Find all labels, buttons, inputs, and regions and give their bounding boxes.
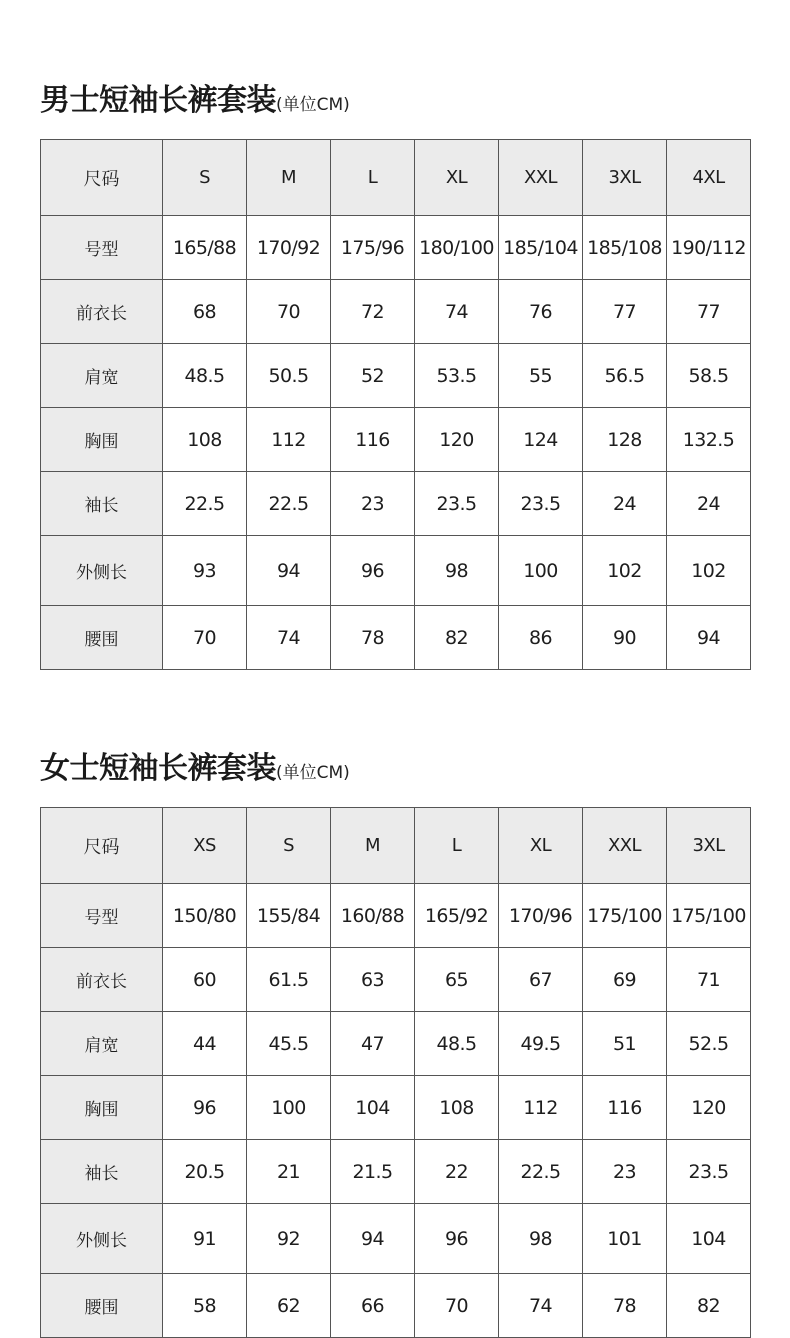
table-cell: 45.5: [247, 1012, 331, 1076]
table-cell: 96: [331, 536, 415, 606]
table-cell: 112: [499, 1076, 583, 1140]
size-header-label: 尺码: [41, 808, 163, 884]
table-cell: 70: [247, 280, 331, 344]
table-cell: 72: [331, 280, 415, 344]
table-cell: 96: [163, 1076, 247, 1140]
table-cell: 124: [499, 408, 583, 472]
size-header-cell: XL: [415, 140, 499, 216]
table-cell: 185/108: [583, 216, 667, 280]
table-cell: 23: [583, 1140, 667, 1204]
table-cell: 150/80: [163, 884, 247, 948]
table-cell: 78: [583, 1274, 667, 1338]
table-cell: 58: [163, 1274, 247, 1338]
table-cell: 48.5: [415, 1012, 499, 1076]
table-row: [41, 280, 751, 344]
table-cell: 175/96: [331, 216, 415, 280]
table-cell: 116: [583, 1076, 667, 1140]
table-cell: 44: [163, 1012, 247, 1076]
table-cell: 52.5: [667, 1012, 751, 1076]
size-header-cell: S: [247, 808, 331, 884]
women-size-table: [40, 807, 751, 1338]
row-label: 胸围: [41, 408, 163, 472]
row-label: 腰围: [41, 1274, 163, 1338]
table-row: [41, 1274, 751, 1338]
row-label: 前衣长: [41, 280, 163, 344]
table-cell: 23.5: [499, 472, 583, 536]
table-cell: 65: [415, 948, 499, 1012]
row-label: 腰围: [41, 606, 163, 670]
size-header-cell: 3XL: [583, 140, 667, 216]
men-size-chart-title: [40, 83, 350, 118]
table-cell: 74: [499, 1274, 583, 1338]
table-cell: 94: [331, 1204, 415, 1274]
table-cell: 102: [667, 536, 751, 606]
table-cell: 47: [331, 1012, 415, 1076]
table-cell: 71: [667, 948, 751, 1012]
table-cell: 63: [331, 948, 415, 1012]
table-cell: 68: [163, 280, 247, 344]
table-cell: 21.5: [331, 1140, 415, 1204]
table-cell: 160/88: [331, 884, 415, 948]
men-title-text: 男士短袖长裤套装: [40, 83, 276, 118]
table-cell: 22: [415, 1140, 499, 1204]
table-row: [41, 344, 751, 408]
table-cell: 128: [583, 408, 667, 472]
table-row: [41, 216, 751, 280]
table-cell: 132.5: [667, 408, 751, 472]
table-cell: 62: [247, 1274, 331, 1338]
table-cell: 175/100: [583, 884, 667, 948]
table-cell: 82: [667, 1274, 751, 1338]
table-cell: 112: [247, 408, 331, 472]
size-header-cell: XXL: [583, 808, 667, 884]
table-cell: 69: [583, 948, 667, 1012]
table-cell: 100: [499, 536, 583, 606]
table-row: [41, 536, 751, 606]
table-cell: 155/84: [247, 884, 331, 948]
table-cell: 22.5: [163, 472, 247, 536]
table-cell: 93: [163, 536, 247, 606]
row-label: 肩宽: [41, 344, 163, 408]
women-title-text: 女士短袖长裤套装: [40, 751, 276, 786]
row-label: 胸围: [41, 1076, 163, 1140]
table-cell: 120: [667, 1076, 751, 1140]
size-header-cell: S: [163, 140, 247, 216]
table-cell: 98: [415, 536, 499, 606]
table-cell: 94: [667, 606, 751, 670]
table-cell: 20.5: [163, 1140, 247, 1204]
table-cell: 61.5: [247, 948, 331, 1012]
table-cell: 77: [583, 280, 667, 344]
table-cell: 24: [583, 472, 667, 536]
table-cell: 77: [667, 280, 751, 344]
size-header-label: 尺码: [41, 140, 163, 216]
men-size-table: [40, 139, 751, 670]
table-cell: 22.5: [499, 1140, 583, 1204]
size-header-cell: M: [247, 140, 331, 216]
row-label: 前衣长: [41, 948, 163, 1012]
table-cell: 91: [163, 1204, 247, 1274]
table-cell: 70: [415, 1274, 499, 1338]
table-cell: 70: [163, 606, 247, 670]
men-unit-text: (单位CM): [276, 95, 350, 115]
row-label: 号型: [41, 216, 163, 280]
table-row: [41, 606, 751, 670]
table-cell: 175/100: [667, 884, 751, 948]
table-cell: 74: [247, 606, 331, 670]
women-size-chart-title: [40, 751, 350, 786]
table-cell: 55: [499, 344, 583, 408]
table-cell: 52: [331, 344, 415, 408]
table-row: [41, 1204, 751, 1274]
row-label: 外侧长: [41, 536, 163, 606]
table-cell: 165/92: [415, 884, 499, 948]
table-row: [41, 1012, 751, 1076]
table-cell: 116: [331, 408, 415, 472]
table-cell: 96: [415, 1204, 499, 1274]
size-header-cell: XXL: [499, 140, 583, 216]
size-header-cell: XS: [163, 808, 247, 884]
table-cell: 90: [583, 606, 667, 670]
table-cell: 51: [583, 1012, 667, 1076]
table-row: [41, 1140, 751, 1204]
table-row: [41, 948, 751, 1012]
table-cell: 180/100: [415, 216, 499, 280]
size-header-cell: L: [415, 808, 499, 884]
table-row: [41, 408, 751, 472]
table-cell: 24: [667, 472, 751, 536]
table-cell: 108: [415, 1076, 499, 1140]
table-row: [41, 884, 751, 948]
size-header-cell: 4XL: [667, 140, 751, 216]
size-header-row: [41, 808, 751, 884]
row-label: 号型: [41, 884, 163, 948]
table-cell: 58.5: [667, 344, 751, 408]
table-cell: 22.5: [247, 472, 331, 536]
table-cell: 23.5: [667, 1140, 751, 1204]
table-cell: 48.5: [163, 344, 247, 408]
table-cell: 98: [499, 1204, 583, 1274]
size-header-cell: XL: [499, 808, 583, 884]
table-cell: 170/92: [247, 216, 331, 280]
table-cell: 66: [331, 1274, 415, 1338]
size-header-cell: 3XL: [667, 808, 751, 884]
table-cell: 101: [583, 1204, 667, 1274]
table-cell: 92: [247, 1204, 331, 1274]
table-cell: 108: [163, 408, 247, 472]
table-cell: 190/112: [667, 216, 751, 280]
table-cell: 78: [331, 606, 415, 670]
table-cell: 185/104: [499, 216, 583, 280]
table-cell: 102: [583, 536, 667, 606]
size-header-cell: M: [331, 808, 415, 884]
table-cell: 104: [331, 1076, 415, 1140]
row-label: 袖长: [41, 472, 163, 536]
table-row: [41, 1076, 751, 1140]
women-unit-text: (单位CM): [276, 763, 350, 783]
table-cell: 104: [667, 1204, 751, 1274]
table-cell: 94: [247, 536, 331, 606]
table-cell: 49.5: [499, 1012, 583, 1076]
table-cell: 23.5: [415, 472, 499, 536]
row-label: 袖长: [41, 1140, 163, 1204]
table-cell: 76: [499, 280, 583, 344]
table-cell: 60: [163, 948, 247, 1012]
table-cell: 74: [415, 280, 499, 344]
table-cell: 23: [331, 472, 415, 536]
table-cell: 120: [415, 408, 499, 472]
table-cell: 56.5: [583, 344, 667, 408]
size-header-row: [41, 140, 751, 216]
table-cell: 165/88: [163, 216, 247, 280]
table-cell: 86: [499, 606, 583, 670]
table-cell: 21: [247, 1140, 331, 1204]
table-cell: 67: [499, 948, 583, 1012]
table-cell: 100: [247, 1076, 331, 1140]
table-row: [41, 472, 751, 536]
table-cell: 53.5: [415, 344, 499, 408]
row-label: 外侧长: [41, 1204, 163, 1274]
table-cell: 50.5: [247, 344, 331, 408]
table-cell: 82: [415, 606, 499, 670]
row-label: 肩宽: [41, 1012, 163, 1076]
size-header-cell: L: [331, 140, 415, 216]
table-cell: 170/96: [499, 884, 583, 948]
